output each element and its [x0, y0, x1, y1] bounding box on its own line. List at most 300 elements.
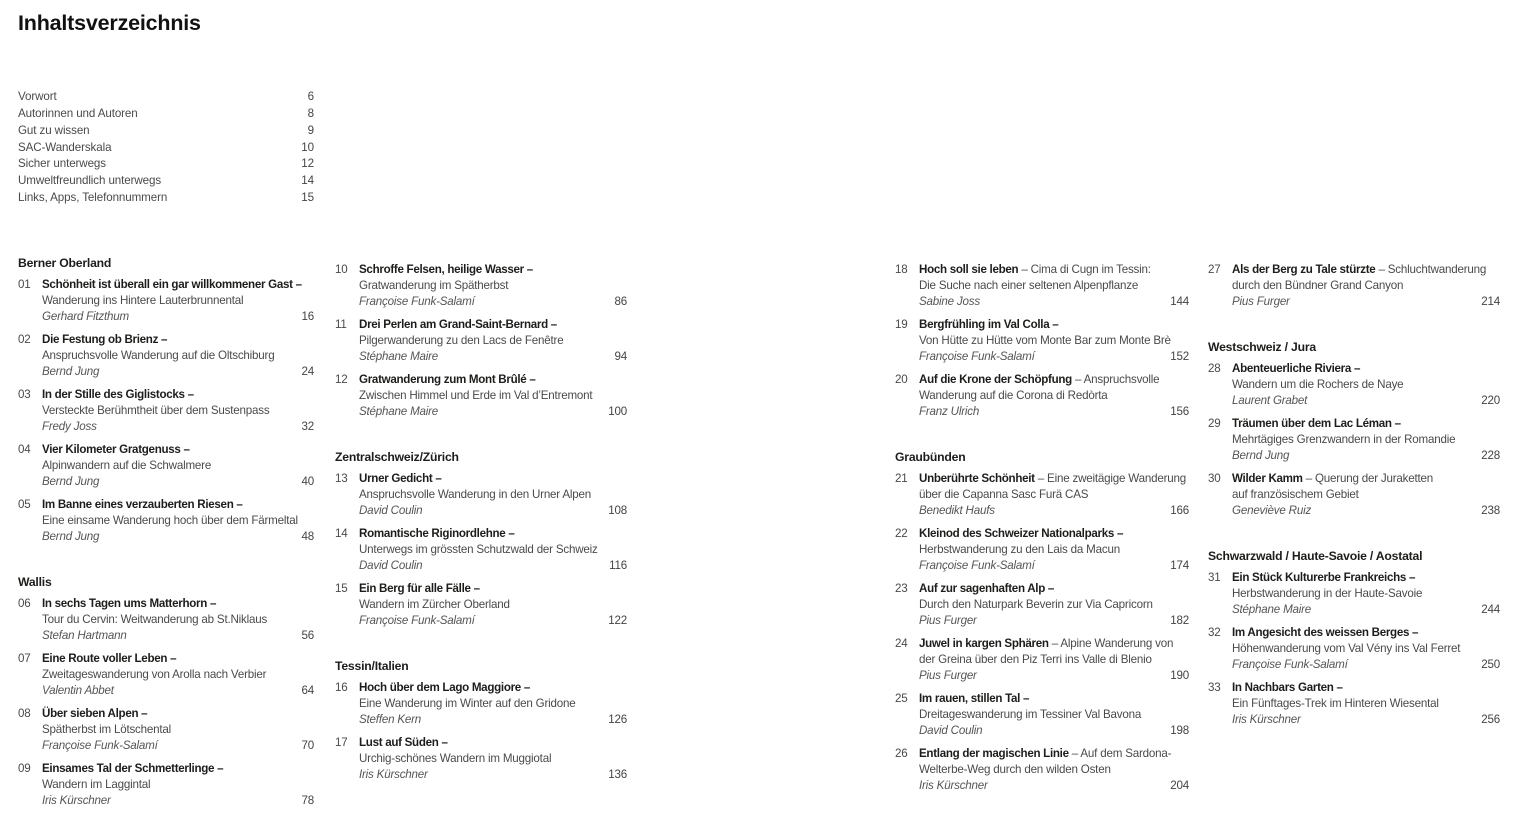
toc-item-title-line [359, 471, 627, 487]
toc-item-subtitle: der Greina über den Piz Terri ins Valle di Blenio [919, 653, 1152, 666]
toc-item-author: Iris Kürschner [42, 794, 111, 807]
toc-item [895, 317, 1189, 365]
toc-item-number: 12 [335, 373, 348, 386]
toc-item-title: Hoch soll sie leben [919, 263, 1019, 276]
toc-item-meta [42, 628, 314, 644]
toc-item-author: Fredy Joss [42, 420, 97, 433]
toc-item-subtitle: Die Suche nach einer seltenen Alpenpflanze [919, 279, 1139, 292]
toc-column-2 [335, 255, 627, 790]
toc-item-title: Schroffe Felsen, heilige Wasser – [359, 263, 533, 276]
toc-item-number: 03 [18, 388, 31, 401]
toc-item-meta [42, 738, 314, 754]
toc-item-meta [919, 404, 1189, 420]
toc-item-page-number: 256 [1481, 713, 1500, 726]
toc-item-title: Lust auf Süden – [359, 736, 448, 749]
toc-item [335, 526, 627, 574]
toc-item-body [919, 471, 1189, 519]
toc-item-title-line [42, 761, 314, 777]
toc-item [18, 442, 314, 490]
toc-item-author: David Coulin [359, 559, 423, 572]
toc-item-author: Steffen Kern [359, 713, 422, 726]
toc-item-title-line [359, 317, 627, 333]
toc-item-body [359, 526, 627, 574]
front-matter-label: Links, Apps, Telefonnummern [18, 191, 168, 205]
toc-item-number: 29 [1208, 417, 1221, 430]
toc-item [1208, 416, 1500, 464]
toc-item-body [919, 317, 1189, 365]
front-matter-page-number: 9 [307, 123, 314, 137]
toc-item-number: 25 [895, 692, 908, 705]
toc-item-subtitle: Höhenwanderung vom Val Vény ins Val Ferret [1232, 642, 1461, 655]
toc-item-subtitle: Tour du Cervin: Weitwanderung ab St.Niklaus [42, 613, 268, 626]
toc-item [1208, 361, 1500, 409]
toc-item [18, 277, 314, 325]
toc-item-page-number: 214 [1481, 295, 1500, 308]
toc-item-title-suffix: – Querung der Juraketten [1302, 472, 1434, 485]
toc-item-title-suffix: – Schluchtwanderung [1375, 263, 1487, 276]
front-matter-label: Vorwort [18, 90, 57, 103]
toc-item-subtitle: Dreitageswanderung im Tessiner Val Bavona [919, 708, 1142, 721]
toc-item-subtitle: Gratwanderung im Spätherbst [359, 279, 509, 292]
toc-item-page-number: 100 [608, 405, 627, 418]
toc-item-number: 09 [18, 762, 31, 775]
toc-item-title: Urner Gedicht – [359, 472, 442, 485]
toc-item-meta [42, 309, 314, 325]
toc-item [895, 746, 1189, 794]
toc-item-body [919, 746, 1189, 794]
toc-item-author: Iris Kürschner [359, 768, 428, 781]
toc-item-body [919, 372, 1189, 420]
toc-item-page-number: 228 [1481, 449, 1500, 462]
toc-item-author: Iris Kürschner [919, 779, 988, 792]
toc-item-number: 22 [895, 527, 908, 540]
toc-item-number: 08 [18, 707, 31, 720]
front-matter-page-number: 15 [301, 191, 314, 205]
toc-item-page-number: 70 [301, 739, 314, 752]
toc-item-meta [1232, 393, 1500, 409]
toc-item-author: Laurent Grabet [1232, 394, 1308, 407]
toc-item-page-number: 244 [1481, 603, 1500, 616]
toc-item-body [919, 581, 1189, 629]
toc-item-number: 10 [335, 263, 348, 276]
toc-item-title: Träumen über dem Lac Léman – [1232, 417, 1401, 430]
toc-item-author: Pius Furger [919, 669, 977, 682]
toc-item-body [359, 471, 627, 519]
toc-item-author: Iris Kürschner [1232, 713, 1301, 726]
toc-item [335, 372, 627, 420]
toc-item-number: 26 [895, 747, 908, 760]
toc-item [18, 706, 314, 754]
toc-item [895, 372, 1189, 420]
toc-item-author: Stéphane Maire [359, 405, 439, 418]
toc-item-title-line [1232, 680, 1500, 696]
front-matter-list [18, 89, 314, 207]
toc-item-subtitle: Wandern um die Rochers de Naye [1232, 378, 1404, 391]
toc-item-title: Ein Stück Kulturerbe Frankreichs – [1232, 571, 1416, 584]
toc-column-1 [18, 255, 314, 816]
toc-item-meta [919, 613, 1189, 629]
toc-item-title: Schönheit ist überall ein gar willkommener Gast – [42, 278, 302, 291]
toc-item-number: 04 [18, 443, 31, 456]
toc-item-title-line [919, 262, 1189, 278]
front-matter-row [18, 156, 314, 173]
toc-item-title: Einsames Tal der Schmetterlinge – [42, 762, 224, 775]
toc-item-title-line [359, 680, 627, 696]
front-matter-row [18, 123, 314, 140]
section-heading: Schwarzwald / Haute-Savoie / Aostatal [1208, 549, 1423, 563]
toc-item-subtitle: Urchig-schönes Wandern im Muggiotal [359, 752, 552, 765]
front-matter-label: SAC-Wanderskala [18, 140, 112, 154]
toc-item-meta [359, 712, 627, 728]
toc-item-title-line [359, 581, 627, 597]
toc-item-meta [919, 778, 1189, 794]
toc-item-author: David Coulin [359, 504, 423, 517]
toc-item-page-number: 24 [301, 365, 314, 378]
toc-item-page-number: 86 [614, 295, 627, 308]
toc-item-subtitle: Zwischen Himmel und Erde im Val d’Entremont [359, 389, 593, 402]
toc-item-page-number: 220 [1481, 394, 1500, 407]
toc-item [18, 761, 314, 809]
toc-item-body [1232, 680, 1500, 728]
toc-item [895, 471, 1189, 519]
toc-item-title-line [919, 471, 1189, 487]
toc-item-title: Eine Route voller Leben – [42, 652, 177, 665]
toc-item-title: Als der Berg zu Tale stürzte [1232, 263, 1376, 276]
toc-item-author: Benedikt Haufs [919, 504, 995, 517]
toc-item-subtitle: Eine einsame Wanderung hoch über dem Färmeltal [42, 514, 298, 527]
toc-item-subtitle: auf französischem Gebiet [1232, 488, 1359, 501]
front-matter-page-number: 14 [301, 174, 314, 188]
toc-item-body [42, 332, 314, 380]
toc-item-title-line [919, 746, 1189, 762]
toc-item-subtitle: Zweitageswanderung von Arolla nach Verbier [42, 668, 267, 681]
toc-item-number: 18 [895, 263, 908, 276]
toc-item-number: 24 [895, 637, 908, 650]
toc-item-body [919, 636, 1189, 684]
toc-item-author: Bernd Jung [42, 475, 100, 488]
toc-item-number: 15 [335, 582, 348, 595]
toc-item-page-number: 152 [1170, 350, 1189, 363]
toc-item-title: Romantische Riginordlehne – [359, 527, 515, 540]
toc-item-body [1232, 625, 1500, 673]
toc-item-title: Vier Kilometer Gratgenuss – [42, 443, 190, 456]
toc-item [895, 526, 1189, 574]
toc-item-subtitle: Anspruchsvolle Wanderung in den Urner Alpen [359, 488, 592, 501]
toc-item-page-number: 166 [1170, 504, 1189, 517]
toc-item [1208, 471, 1500, 519]
toc-item-title-line [42, 497, 314, 513]
toc-item-page-number: 108 [608, 504, 627, 517]
front-matter-row [18, 190, 314, 207]
toc-item-meta [1232, 712, 1500, 728]
toc-item [335, 471, 627, 519]
toc-item-subtitle: Anspruchsvolle Wanderung auf die Oltschiburg [42, 349, 275, 362]
toc-item-title-line [919, 526, 1189, 542]
toc-item [895, 262, 1189, 310]
toc-item-title: Die Festung ob Brienz – [42, 333, 168, 346]
toc-item-meta [1232, 602, 1500, 618]
toc-item-body [42, 277, 314, 325]
toc-item-meta [42, 419, 314, 435]
toc-item-author: Bernd Jung [1232, 449, 1290, 462]
toc-item-page-number: 56 [301, 629, 314, 642]
toc-item-body [42, 761, 314, 809]
toc-item-title: Abenteuerliche Riviera – [1232, 362, 1361, 375]
toc-item-meta [359, 404, 627, 420]
toc-item-subtitle: Eine Wanderung im Winter auf den Gridone [359, 697, 576, 710]
toc-item-meta [359, 767, 627, 783]
toc-item-meta [1232, 657, 1500, 673]
toc-item-title: Bergfrühling im Val Colla – [919, 318, 1059, 331]
toc-item-number: 19 [895, 318, 908, 331]
toc-item [18, 332, 314, 380]
toc-item [1208, 570, 1500, 618]
toc-item-title: Auf zur sagenhaften Alp – [919, 582, 1055, 595]
toc-item-title-line [42, 332, 314, 348]
toc-item-page-number: 190 [1170, 669, 1189, 682]
toc-item-page-number: 64 [301, 684, 314, 697]
toc-item-body [359, 581, 627, 629]
toc-item-page-number: 48 [301, 530, 314, 543]
toc-item-title: Juwel in kargen Sphären [919, 637, 1049, 650]
toc-item-page-number: 16 [301, 310, 314, 323]
toc-item-meta [42, 364, 314, 380]
toc-item-body [42, 387, 314, 435]
toc-item-meta [919, 349, 1189, 365]
toc-item-title-line [42, 387, 314, 403]
toc-item-subtitle: Alpinwandern auf die Schwalmere [42, 459, 212, 472]
toc-item-number: 20 [895, 373, 908, 386]
toc-item [335, 262, 627, 310]
toc-item-title-line [359, 372, 627, 388]
toc-item-page-number: 78 [301, 794, 314, 807]
toc-item-number: 30 [1208, 472, 1221, 485]
toc-item [335, 680, 627, 728]
toc-item-title: In sechs Tagen ums Matterhorn – [42, 597, 217, 610]
toc-item-page-number: 136 [608, 768, 627, 781]
toc-item-body [42, 497, 314, 545]
toc-item-title-suffix: – Cima di Cugn im Tessin: [1018, 263, 1151, 276]
toc-item-body [42, 442, 314, 490]
toc-item-number: 05 [18, 498, 31, 511]
toc-item-number: 16 [335, 681, 348, 694]
toc-item [895, 636, 1189, 684]
toc-item-body [1232, 471, 1500, 519]
toc-item [335, 317, 627, 365]
section-heading: Wallis [18, 575, 52, 589]
toc-item-meta [1232, 503, 1500, 519]
toc-item-author: Bernd Jung [42, 530, 100, 543]
toc-item-page-number: 122 [608, 614, 627, 627]
section-heading: Berner Oberland [18, 256, 112, 270]
toc-item-number: 11 [335, 318, 347, 331]
toc-item-body [1232, 570, 1500, 618]
toc-item-page-number: 156 [1170, 405, 1189, 418]
toc-item-number: 06 [18, 597, 31, 610]
toc-column-3 [895, 255, 1189, 801]
toc-item-meta [919, 503, 1189, 519]
toc-item-title: In der Stille des Giglistocks – [42, 388, 194, 401]
toc-item-body [42, 651, 314, 699]
toc-item-subtitle: Pilgerwanderung zu den Lacs de Fenêtre [359, 334, 564, 347]
toc-item-subtitle: Herbstwanderung zu den Lais da Macun [919, 543, 1120, 556]
toc-item-title-line [42, 651, 314, 667]
toc-item-number: 13 [335, 472, 348, 485]
toc-item-author: Stefan Hartmann [42, 629, 127, 642]
toc-item-page-number: 174 [1170, 559, 1189, 572]
toc-item-page-number: 182 [1170, 614, 1189, 627]
toc-item-author: Pius Furger [919, 614, 977, 627]
toc-item-title-suffix: – Alpine Wanderung von [1048, 637, 1174, 650]
toc-item-author: Bernd Jung [42, 365, 100, 378]
toc-item-page-number: 204 [1170, 779, 1189, 792]
front-matter-label: Sicher unterwegs [18, 157, 106, 171]
toc-item-title-suffix: – Anspruchsvolle [1071, 373, 1160, 386]
toc-item-author: Françoise Funk-Salamí [1232, 658, 1348, 671]
toc-item [335, 735, 627, 783]
toc-item-subtitle: Herbstwanderung in der Haute-Savoie [1232, 587, 1423, 600]
toc-item-number: 33 [1208, 681, 1221, 694]
toc-item-body [359, 262, 627, 310]
toc-item-body [42, 596, 314, 644]
toc-item-meta [919, 558, 1189, 574]
toc-item-number: 21 [895, 472, 908, 485]
toc-item-title-line [1232, 262, 1500, 278]
front-matter-label: Umweltfreundlich unterwegs [18, 174, 162, 188]
toc-item-title-line [42, 596, 314, 612]
section-heading: Westschweiz / Jura [1208, 340, 1316, 354]
toc-item [1208, 625, 1500, 673]
toc-item-body [42, 706, 314, 754]
toc-item-subtitle: Wanderung auf die Corona di Redòrta [919, 389, 1108, 402]
toc-item-meta [359, 613, 627, 629]
toc-item-title-line [1232, 625, 1500, 641]
toc-item-number: 07 [18, 652, 31, 665]
toc-item [18, 387, 314, 435]
toc-item-subtitle: Welterbe-Weg durch den wilden Osten [919, 763, 1111, 776]
toc-item-title-line [42, 706, 314, 722]
toc-item-meta [919, 723, 1189, 739]
toc-item-author: Françoise Funk-Salamí [42, 739, 158, 752]
toc-item-author: Françoise Funk-Salamí [359, 614, 475, 627]
toc-item-title: Ein Berg für alle Fälle – [359, 582, 480, 595]
front-matter-page-number: 6 [307, 90, 314, 103]
toc-item-page-number: 32 [301, 420, 314, 433]
toc-item-title: Drei Perlen am Grand-Saint-Bernard – [359, 318, 557, 331]
toc-item [18, 651, 314, 699]
toc-item-author: Françoise Funk-Salamí [919, 559, 1035, 572]
toc-item-number: 01 [18, 278, 31, 291]
section-heading: Tessin/Italien [335, 659, 409, 673]
toc-item-title-suffix: – Eine zweitägige Wanderung [1034, 472, 1186, 485]
toc-item [1208, 262, 1500, 310]
toc-item-body [359, 680, 627, 728]
toc-item [895, 581, 1189, 629]
toc-item-author: David Coulin [919, 724, 983, 737]
toc-item-page-number: 126 [608, 713, 627, 726]
toc-item-author: Stéphane Maire [359, 350, 439, 363]
front-matter-row [18, 89, 314, 106]
toc-item-meta [359, 503, 627, 519]
toc-item-subtitle: Unterwegs im grössten Schutzwald der Schweiz [359, 543, 598, 556]
toc-item-title-line [359, 526, 627, 542]
front-matter-page-number: 12 [301, 157, 314, 171]
toc-item-body [919, 262, 1189, 310]
toc-item-meta [42, 683, 314, 699]
toc-item-title-line [359, 735, 627, 751]
toc-item-meta [42, 529, 314, 545]
front-matter-page-number: 8 [307, 106, 314, 120]
section-heading: Zentralschweiz/Zürich [335, 450, 459, 464]
toc-item-page-number: 144 [1170, 295, 1189, 308]
toc-item-body [359, 735, 627, 783]
toc-item-author: Stéphane Maire [1232, 603, 1312, 616]
toc-item-body [1232, 416, 1500, 464]
toc-item-title-line [42, 442, 314, 458]
toc-item-title: In Nachbars Garten – [1232, 681, 1343, 694]
toc-item-title-line [919, 317, 1189, 333]
toc-item-author: Françoise Funk-Salamí [919, 350, 1035, 363]
toc-item-subtitle: Durch den Naturpark Beverin zur Via Capricorn [919, 598, 1153, 611]
toc-item-body [919, 526, 1189, 574]
toc-item-subtitle: durch den Bündner Grand Canyon [1232, 279, 1404, 292]
toc-item-title-line [919, 372, 1189, 388]
front-matter-page-number: 10 [301, 140, 314, 154]
toc-item-title-line [1232, 416, 1500, 432]
toc-item-title-line [919, 691, 1189, 707]
toc-item-author: Sabine Joss [919, 295, 980, 308]
toc-item-page-number: 198 [1170, 724, 1189, 737]
toc-column-4 [1208, 255, 1500, 735]
toc-item-title: Entlang der magischen Linie [919, 747, 1069, 760]
toc-item-page-number: 238 [1481, 504, 1500, 517]
toc-item-number: 28 [1208, 362, 1221, 375]
toc-item-subtitle: Spätherbst im Lötschental [42, 723, 172, 736]
toc-item-subtitle: Ein Fünftages-Trek im Hinteren Wiesental [1232, 697, 1439, 710]
toc-item [335, 581, 627, 629]
toc-item-title: Auf die Krone der Schöpfung [919, 373, 1072, 386]
toc-item [18, 497, 314, 545]
toc-item-title: Gratwanderung zum Mont Brûlé – [359, 373, 536, 386]
toc-item-author: Gerhard Fitzthum [42, 310, 130, 323]
toc-item-title: Im rauen, stillen Tal – [919, 692, 1030, 705]
toc-item-subtitle: Wandern im Laggintal [42, 778, 151, 791]
toc-item-page-number: 94 [614, 350, 627, 363]
toc-item-number: 31 [1208, 571, 1221, 584]
toc-item-page-number: 116 [609, 559, 627, 572]
section-heading: Graubünden [895, 450, 966, 464]
toc-item-title-suffix: – Auf dem Sardona- [1068, 747, 1172, 760]
toc-item-title: Im Angesicht des weissen Berges – [1232, 626, 1419, 639]
toc-item-title-line [1232, 471, 1500, 487]
toc-item-subtitle: Wandern im Zürcher Oberland [359, 598, 510, 611]
toc-item-subtitle: Wanderung ins Hintere Lauterbrunnental [42, 294, 244, 307]
toc-item-meta [1232, 294, 1500, 310]
toc-item-author: Geneviève Ruiz [1232, 504, 1312, 517]
toc-item-body [359, 372, 627, 420]
toc-item-title: Unberührte Schönheit [919, 472, 1035, 485]
toc-item-page-number: 40 [301, 475, 314, 488]
toc-item-title-line [919, 581, 1189, 597]
toc-item-body [1232, 361, 1500, 409]
front-matter-label: Autorinnen und Autoren [18, 106, 138, 120]
toc-item-author: Pius Furger [1232, 295, 1290, 308]
toc-item-meta [42, 793, 314, 809]
toc-item-number: 14 [335, 527, 348, 540]
toc-item-number: 27 [1208, 263, 1221, 276]
toc-item [1208, 680, 1500, 728]
toc-item-number: 02 [18, 333, 31, 346]
